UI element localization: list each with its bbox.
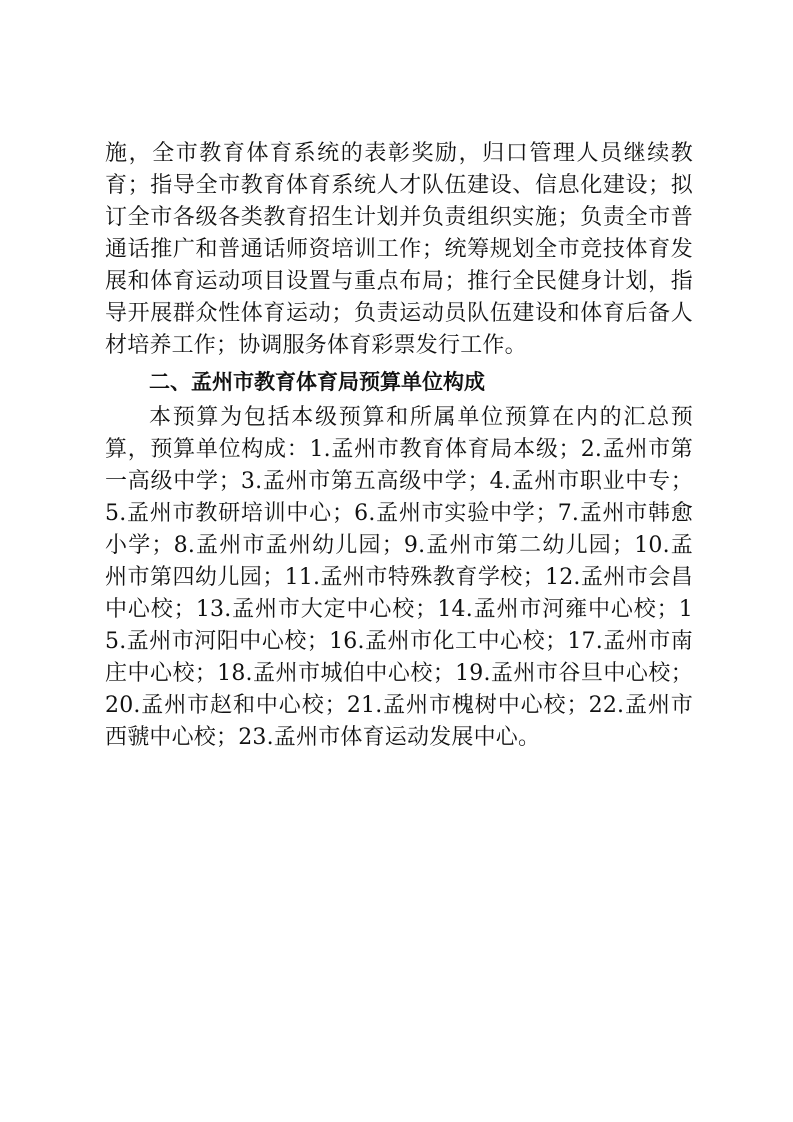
section-heading: 二、孟州市教育体育局预算单位构成 bbox=[149, 370, 485, 394]
body-paragraph-continuation: 施，全市教育体育系统的表彰奖励，归口管理人员继续教育；指导全市教育体育系统人才队伍建设、信息化建设；拟订全市各级各类教育招生计划并负责组织实施；负责全市普通话推广和普通话师资培训工作；统筹规划全市竞技体育发展和体育运动项目设置与重点布局；推行全民健身计划，指导开展群众性体育运动；负责运动员队伍建设和体育后备人材培养工作；协调服务体育彩票发行工作。 bbox=[105, 141, 693, 358]
document-body bbox=[105, 138, 693, 754]
budget-units-paragraph: 本预算为包括本级预算和所属单位预算在内的汇总预算，预算单位构成：1.孟州市教育体育局本级；2.孟州市第一高级中学；3.孟州市第五高级中学；4.孟州市职业中专；5.孟州市教研培训中心；6.孟州市实验中学；7.孟州市韩愈小学；8.孟州市孟州幼儿园；9.孟州市第二幼儿园；10.孟州市第四幼儿园；11.孟州市特殊教育学校；12.孟州市会昌中心校；13.孟州市大定中心校；14.孟州市河雍中心校；15.孟州市河阳中心校；16.孟州市化工中心校；17.孟州市南庄中心校；18.孟州市城伯中心校；19.孟州市谷旦中心校；20.孟州市赵和中心校；21.孟州市槐树中心校；22.孟州市西虢中心校；23.孟州市体育运动发展中心。 bbox=[105, 405, 693, 750]
